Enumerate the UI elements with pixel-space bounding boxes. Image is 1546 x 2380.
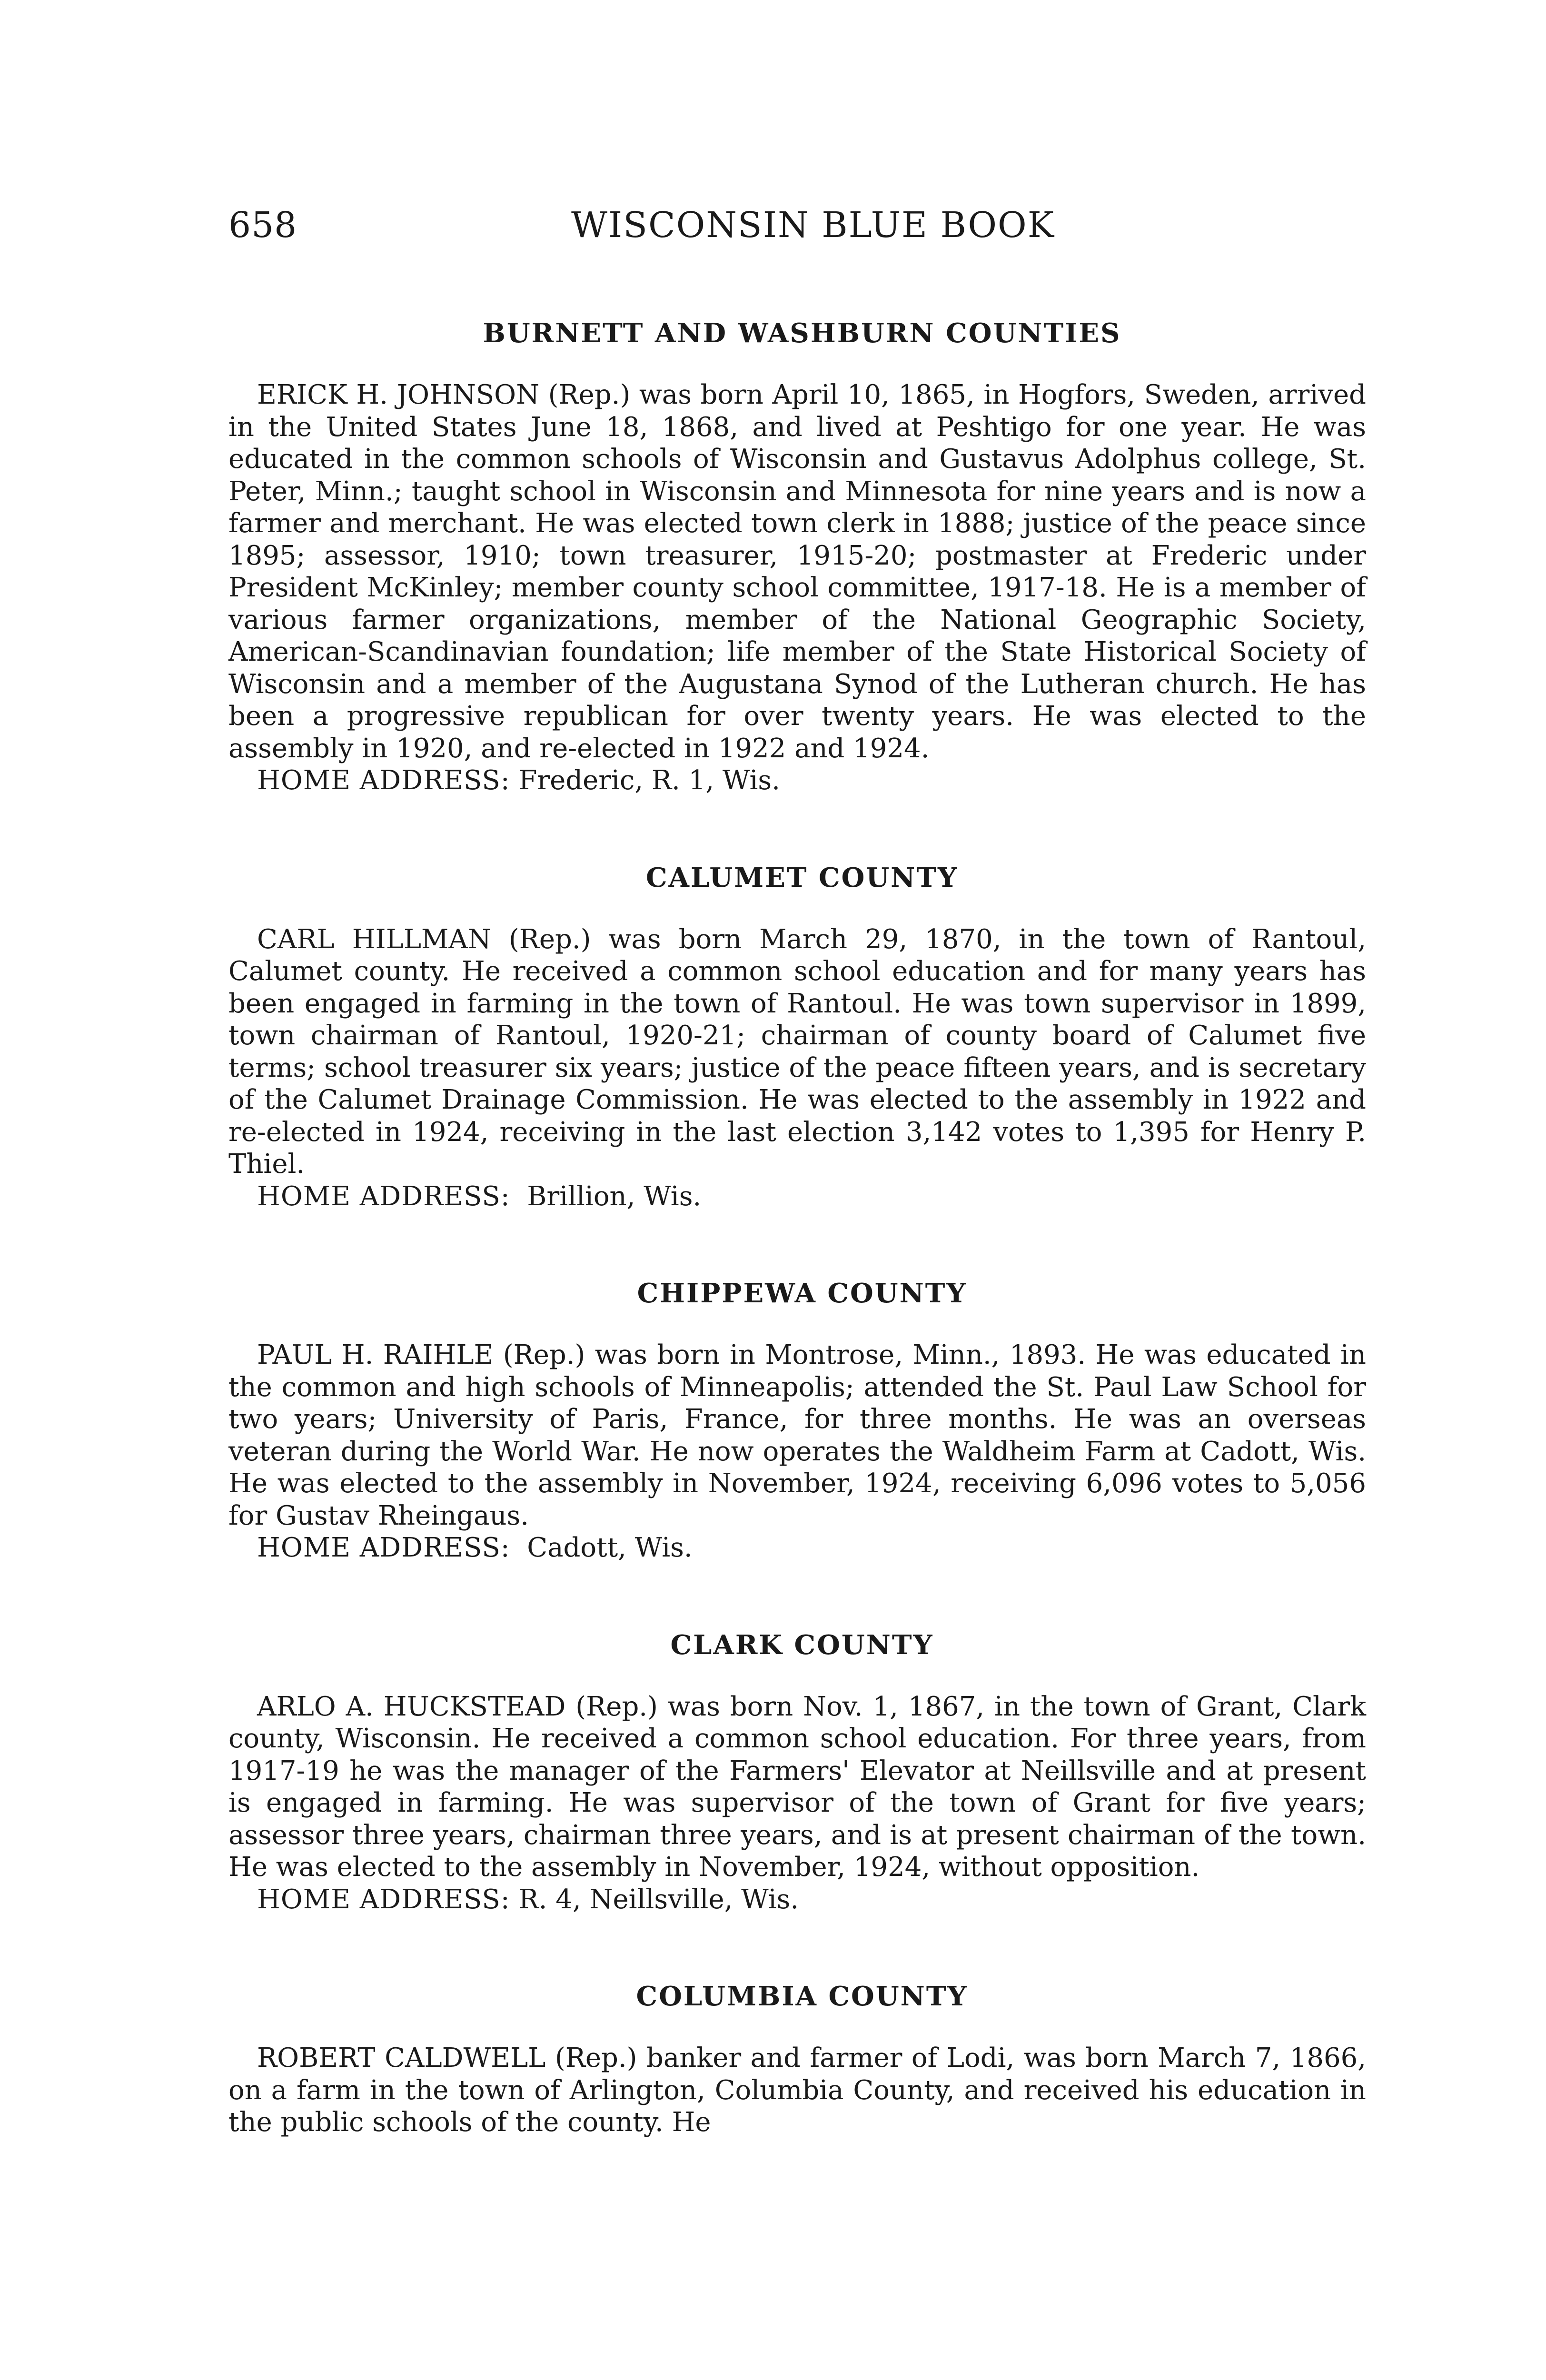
biography-paragraph: ARLO A. HUCKSTEAD (Rep.) was born Nov. 1, 1867, in the town of Grant, Clark county, Wisconsin. He received a common school education. For three years, from 1917-19 he was the manager of the Farmers' Elevator at Neillsville and at present is engaged in farming. He was supervisor of the town of Grant for five years; assessor three years, chairman three years, and is at present chairman of the town. He was elected to the assembly in November, 1924, without opposition. xyxy=(228,1691,1366,1883)
home-address-label: HOME ADDRESS: xyxy=(257,765,510,796)
home-address-line xyxy=(228,1884,1366,1916)
section-chippewa xyxy=(228,1274,1366,1564)
biography-paragraph: ROBERT CALDWELL (Rep.) banker and farmer of Lodi, was born March 7, 1866, on a farm in the town of Arlington, Columbia County, and received his education in the public schools of the county. He xyxy=(228,2043,1366,2138)
home-address-label: HOME ADDRESS: xyxy=(257,1180,510,1212)
page-header xyxy=(228,199,1371,251)
home-address-line xyxy=(228,1180,1366,1213)
page-content xyxy=(228,314,1366,2139)
home-address-value: Cadott, Wis. xyxy=(527,1532,693,1563)
biography-paragraph: ERICK H. JOHNSON (Rep.) was born April 10, 1865, in Hogfors, Sweden, arrived in the United States June 18, 1868, and lived at Peshtigo for one year. He was educated in the common schools of Wisconsin and Gustavus Adolphus college, St. Peter, Minn.; taught school in Wisconsin and Minnesota for nine years and is now a farmer and merchant. He was elected town clerk in 1888; justice of the peace since 1895; assessor, 1910; town treasurer, 1915-20; postmaster at Frederic under President McKinley; member county school committee, 1917-18. He is a member of various farmer organizations, member of the National Geographic Society, American-Scandinavian foundation; life member of the State Historical Society of Wisconsin and a member of the Augustana Synod of the Lutheran church. He has been a progressive republican for over twenty years. He was elected to the assembly in 1920, and re-elected in 1922 and 1924. xyxy=(228,379,1366,764)
home-address-line xyxy=(228,1532,1366,1564)
home-address-value: R. 4, Neillsville, Wis. xyxy=(518,1884,799,1915)
section-burnett-washburn xyxy=(228,314,1366,797)
section-heading: BURNETT AND WASHBURN COUNTIES xyxy=(483,317,1121,349)
home-address-value: Frederic, R. 1, Wis. xyxy=(518,765,780,796)
section-heading: CHIPPEWA COUNTY xyxy=(637,1278,967,1309)
section-heading: COLUMBIA COUNTY xyxy=(636,1981,968,2012)
home-address-line xyxy=(228,764,1366,797)
home-address-value: Brillion, Wis. xyxy=(527,1180,702,1212)
section-heading: CLARK COUNTY xyxy=(670,1629,934,1661)
running-title: WISCONSIN BLUE BOOK xyxy=(571,205,1055,246)
biography-paragraph: PAUL H. RAIHLE (Rep.) was born in Montrose, Minn., 1893. He was educated in the common and high schools of Minneapolis; attended the St. Paul Law School for two years; University of Paris, France, for three months. He was an overseas veteran during the World War. He now operates the Waldheim Farm at Cadott, Wis. He was elected to the assembly in November, 1924, receiving 6,096 votes to 5,056 for Gustav Rheingaus. xyxy=(228,1339,1366,1531)
section-calumet xyxy=(228,859,1366,1213)
page-number: 658 xyxy=(228,205,297,246)
home-address-label: HOME ADDRESS: xyxy=(257,1532,510,1563)
home-address-label: HOME ADDRESS: xyxy=(257,1884,510,1915)
section-heading: CALUMET COUNTY xyxy=(645,862,959,893)
section-clark xyxy=(228,1626,1366,1916)
section-columbia xyxy=(228,1977,1366,2139)
biography-paragraph: CARL HILLMAN (Rep.) was born March 29, 1870, in the town of Rantoul, Calumet county. He received a common school education and for many years has been engaged in farming in the town of Rantoul. He was town supervisor in 1899, town chairman of Rantoul, 1920-21; chairman of county board of Calumet five terms; school treasurer six years; justice of the peace fifteen years, and is secretary of the Calumet Drainage Commission. He was elected to the assembly in 1922 and re-elected in 1924, receiving in the last election 3,142 votes to 1,395 for Henry P. Thiel. xyxy=(228,923,1366,1180)
